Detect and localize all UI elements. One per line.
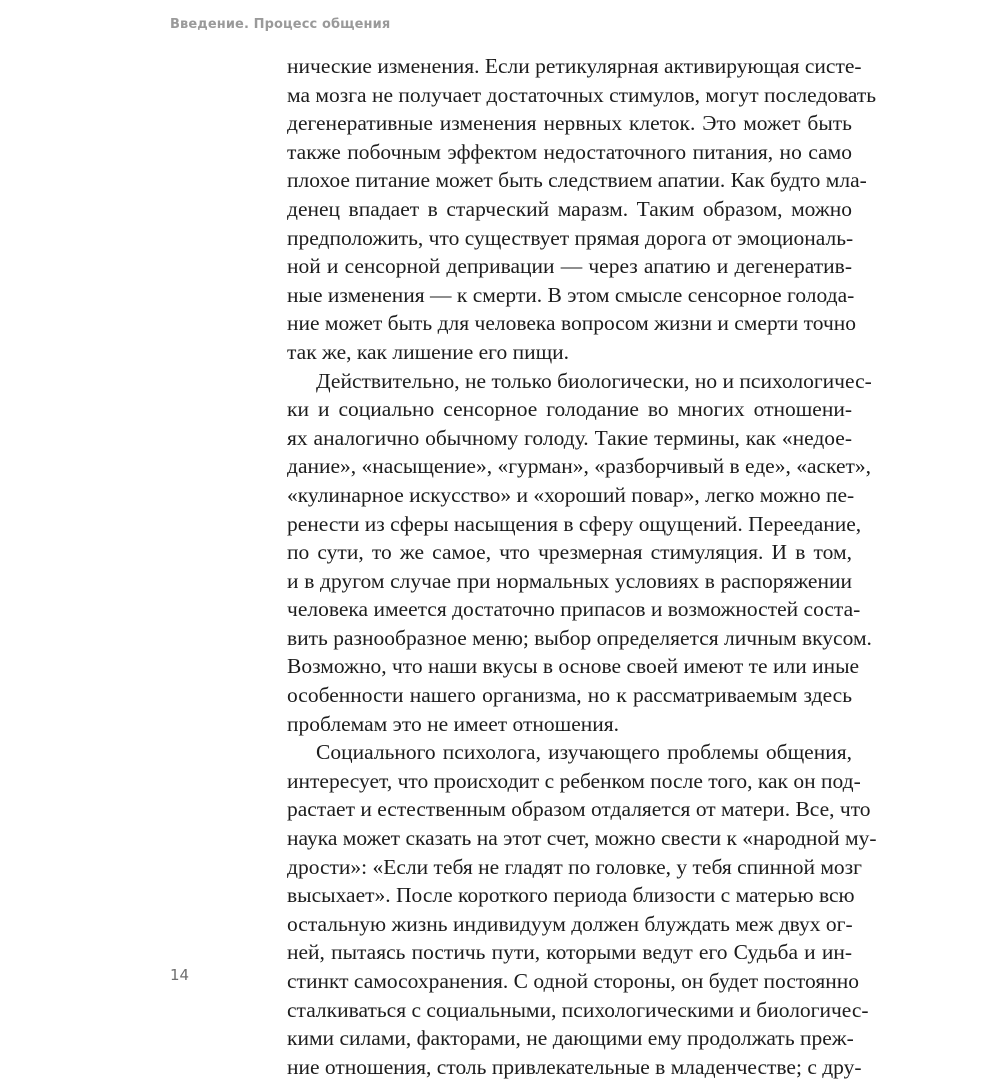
text-line: дание», «насыщение», «гурман», «разборчивый в еде», «аскет», (287, 454, 872, 479)
text-line: денец впадает в старческий маразм. Таким образом, можно (287, 196, 852, 221)
text-line: ние отношения, столь привлекательные в младенчестве; с дру- (287, 1054, 862, 1079)
text-line: так же, как лишение его пищи. (287, 339, 570, 364)
text-line: «кулинарное искусство» и «хороший повар», легко можно пе- (287, 482, 855, 507)
text-line: предположить, что существует прямая дорога от эмоциональ- (287, 225, 854, 250)
paragraph-first-line: Социального психолога, изучающего проблемы общения, (316, 740, 852, 765)
text-line: и в другом случае при нормальных условиях в распоряжении (287, 568, 852, 593)
page-number: 14 (170, 966, 190, 984)
text-line: ма мозга не получает достаточных стимулов, могут последовать (287, 82, 877, 107)
text-line: кими силами, факторами, не дающими ему продолжать преж- (287, 1026, 854, 1051)
text-line: ренести из сферы насыщения в сферу ощущений. Переедание, (287, 511, 862, 536)
text-line: дрости»: «Если тебя не гладят по головке, у тебя спинной мозг (287, 854, 862, 879)
text-line: ней, пытаясь постичь пути, которыми ведут его Судьба и ин- (287, 940, 852, 965)
text-line: плохое питание может быть следствием апатии. Как будто мла- (287, 168, 867, 193)
text-line: человека имеется достаточно припасов и возможностей соста- (287, 597, 861, 622)
text-line: наука может сказать на этот счет, можно свести к «народной му- (287, 826, 877, 851)
text-line: растает и естественным образом отдаляется от матери. Все, что (287, 797, 871, 822)
text-line: сталкиваться с социальными, психологическими и биологичес- (287, 997, 869, 1022)
text-line: ние может быть для человека вопросом жизни и смерти точно (287, 311, 857, 336)
text-line: также побочным эффектом недостаточного питания, но само (287, 139, 852, 164)
text-line: особенности нашего организма, но к рассматриваемым здесь (287, 683, 852, 708)
text-line: Возможно, что наши вкусы в основе своей имеют те или иные (287, 654, 860, 679)
paragraph-first-line: Действительно, не только биологически, но и психологичес- (316, 368, 872, 393)
text-line: интересует, что происходит с ребенком после того, как он под- (287, 768, 861, 793)
text-line: дегенеративные изменения нервных клеток. Это может быть (287, 111, 852, 136)
text-line: вить разнообразное меню; выбор определяется личным вкусом. (287, 625, 872, 650)
text-line: нические изменения. Если ретикулярная активирующая систе- (287, 54, 862, 78)
running-head: Введение. Процесс общения (170, 17, 391, 32)
text-line: высыхает». После короткого периода близости с матерью всю (287, 883, 855, 908)
text-line: ки и социально сенсорное голодание во многих отношени- (287, 397, 852, 422)
text-line: ные изменения — к смерти. В этом смысле сенсорное голода- (287, 282, 855, 307)
text-line: по сути, то же самое, что чрезмерная стимуляция. И в том, (287, 540, 852, 565)
text-line: проблемам это не имеет отношения. (287, 711, 620, 736)
text-line: стинкт самосохранения. С одной стороны, он будет постоянно (287, 969, 859, 993)
text-line: ях аналогично обычному голоду. Такие термины, как «недое- (287, 425, 852, 450)
body-text (287, 52, 877, 1081)
text-line: остальную жизнь индивидуум должен блуждать меж двух ог- (287, 911, 853, 936)
text-line: ной и сенсорной депривации — через апатию и дегенератив- (287, 254, 852, 279)
